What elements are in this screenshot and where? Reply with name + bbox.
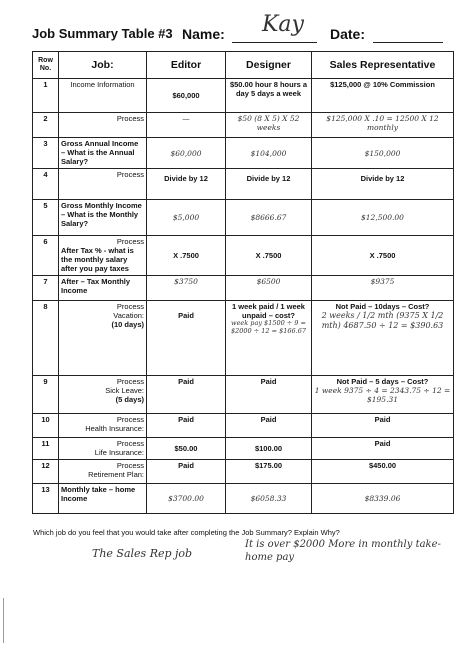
job-process-text: Process — [116, 415, 144, 424]
job-summary-table — [32, 51, 454, 514]
designer-cell: Paid — [226, 376, 312, 414]
table-row — [33, 414, 454, 438]
editor-cell: $60,000 — [147, 79, 226, 113]
table-row — [33, 460, 454, 484]
job-process-text: Process — [116, 237, 144, 246]
editor-cell: $60,000 — [147, 138, 226, 169]
editor-cell: Paid — [147, 301, 226, 376]
date-line — [373, 42, 443, 43]
sales-cell: $125,000 @ 10% Commission — [312, 79, 454, 113]
table-header-row — [33, 52, 454, 79]
table-row — [33, 236, 454, 276]
designer-cell: $50 (8 X 5) X 52 weeks — [226, 113, 312, 138]
row-number: 2 — [33, 113, 59, 138]
sales-cell: Paid — [312, 438, 454, 460]
row-number: 7 — [33, 276, 59, 301]
designer-cell: X .7500 — [226, 236, 312, 276]
row-number: 6 — [33, 236, 59, 276]
table-row — [33, 200, 454, 236]
col-header-editor: Editor — [147, 52, 226, 79]
name-handwritten: Kay — [262, 12, 304, 37]
job-label — [59, 236, 147, 276]
job-label — [59, 138, 147, 169]
table-row — [33, 438, 454, 460]
sales-cell: $450.00 — [312, 460, 454, 484]
editor-cell: $3700.00 — [147, 484, 226, 514]
designer-cell: $104,000 — [226, 138, 312, 169]
sales-cell: Paid — [312, 414, 454, 438]
sales-cell: $125,000 X .10 = 12500 X 12 monthly — [312, 113, 454, 138]
job-label — [59, 113, 147, 138]
col-header-designer: Designer — [226, 52, 312, 79]
scan-edge-line — [3, 598, 4, 643]
table-row — [33, 138, 454, 169]
job-text: Process — [116, 114, 144, 123]
job-label — [59, 169, 147, 200]
designer-cell: $6058.33 — [226, 484, 312, 514]
designer-cell: $175.00 — [226, 460, 312, 484]
editor-cell: Divide by 12 — [147, 169, 226, 200]
job-label — [59, 79, 147, 113]
col-header-sales: Sales Representative — [312, 52, 454, 79]
table-row — [33, 79, 454, 113]
designer-printed: 1 week paid / 1 week unpaid – cost? — [232, 302, 305, 320]
job-text: Monthly take – home Income — [61, 485, 136, 503]
row-number: 3 — [33, 138, 59, 169]
job-label — [59, 414, 147, 438]
designer-cell: $6500 — [226, 276, 312, 301]
col-header-row-no: Row No. — [33, 52, 59, 79]
sales-cell: $150,000 — [312, 138, 454, 169]
row-number: 10 — [33, 414, 59, 438]
job-label — [59, 484, 147, 514]
designer-cell: Divide by 12 — [226, 169, 312, 200]
worksheet-title: Job Summary Table #3 — [32, 26, 173, 41]
sales-cell — [312, 301, 454, 376]
job-label — [59, 376, 147, 414]
job-days-text: (10 days) — [111, 320, 144, 329]
editor-cell: Paid — [147, 414, 226, 438]
sales-cell: X .7500 — [312, 236, 454, 276]
job-label — [59, 438, 147, 460]
job-sub-text: Sick Leave: — [105, 386, 144, 395]
row-number: 13 — [33, 484, 59, 514]
designer-cell: $100.00 — [226, 438, 312, 460]
table-row — [33, 276, 454, 301]
sales-handwritten: 2 weeks / 1/2 mth (9375 X 1/2 mth) 4687.50 ÷ 12 = $390.63 — [321, 311, 444, 330]
designer-handwritten: week pay $1500 ÷ 9 = $2000 ÷ 12 = $166.67 — [231, 319, 306, 335]
sales-handwritten: 1 week 9375 ÷ 4 = 2343.75 ÷ 12 = $195.31 — [314, 386, 451, 404]
job-process-text: Process — [116, 439, 144, 448]
job-text: Gross Monthly Income – What is the Monthly Salary? — [61, 201, 142, 228]
job-process-text: Process — [116, 461, 144, 470]
sales-cell: $12,500.00 — [312, 200, 454, 236]
sales-cell — [312, 376, 454, 414]
job-sub-text: Vacation: — [113, 311, 144, 320]
job-sub-text: Retirement Plan: — [88, 470, 144, 479]
table-row — [33, 376, 454, 414]
job-label — [59, 301, 147, 376]
job-process-text: Process — [116, 377, 144, 386]
row-number: 9 — [33, 376, 59, 414]
row-number: 5 — [33, 200, 59, 236]
name-line — [232, 42, 317, 43]
job-label — [59, 460, 147, 484]
job-text: Income Information — [70, 80, 135, 89]
job-sub-text: Life Insurance: — [94, 448, 144, 457]
table-row — [33, 301, 454, 376]
table-row — [33, 113, 454, 138]
job-label — [59, 200, 147, 236]
editor-cell: Paid — [147, 376, 226, 414]
row-number: 8 — [33, 301, 59, 376]
table-row — [33, 484, 454, 514]
row-number: 4 — [33, 169, 59, 200]
name-label: Name: — [182, 26, 225, 42]
editor-cell: Paid — [147, 460, 226, 484]
sales-cell: $9375 — [312, 276, 454, 301]
date-label: Date: — [330, 26, 366, 42]
editor-cell: X .7500 — [147, 236, 226, 276]
editor-cell: — — [147, 113, 226, 138]
editor-cell: $3750 — [147, 276, 226, 301]
job-process-text: Process — [116, 302, 144, 311]
sales-printed: Not Paid – 10days – Cost? — [335, 302, 430, 311]
designer-cell — [226, 301, 312, 376]
row-number: 11 — [33, 438, 59, 460]
sales-cell: $8339.06 — [312, 484, 454, 514]
sales-cell: Divide by 12 — [312, 169, 454, 200]
job-text: After – Tax Monthly Income — [61, 277, 131, 295]
job-text: Process — [116, 170, 144, 179]
editor-cell: $5,000 — [147, 200, 226, 236]
sales-printed: Not Paid – 5 days – Cost? — [336, 377, 429, 386]
col-header-job: Job: — [59, 52, 147, 79]
row-number: 1 — [33, 79, 59, 113]
job-sub-text: Health Insurance: — [85, 424, 144, 433]
job-text: Gross Annual Income – What is the Annual Salary? — [61, 139, 139, 166]
answer-reason-handwritten: It is over $2000 More in monthly take-home pay — [245, 539, 441, 563]
editor-cell: $50.00 — [147, 438, 226, 460]
job-days-text: (5 days) — [115, 395, 144, 404]
answer-job-handwritten: The Sales Rep job — [92, 547, 193, 560]
row-number: 12 — [33, 460, 59, 484]
designer-cell: $50.00 hour 8 hours a day 5 days a week — [226, 79, 312, 113]
job-label — [59, 276, 147, 301]
designer-cell: $8666.67 — [226, 200, 312, 236]
designer-cell: Paid — [226, 414, 312, 438]
table-row — [33, 169, 454, 200]
reflection-question: Which job do you feel that you would take after completing the Job Summary? Explain Why? — [33, 528, 340, 537]
job-text: After Tax % - what is the monthly salary after you pay taxes — [61, 246, 134, 273]
